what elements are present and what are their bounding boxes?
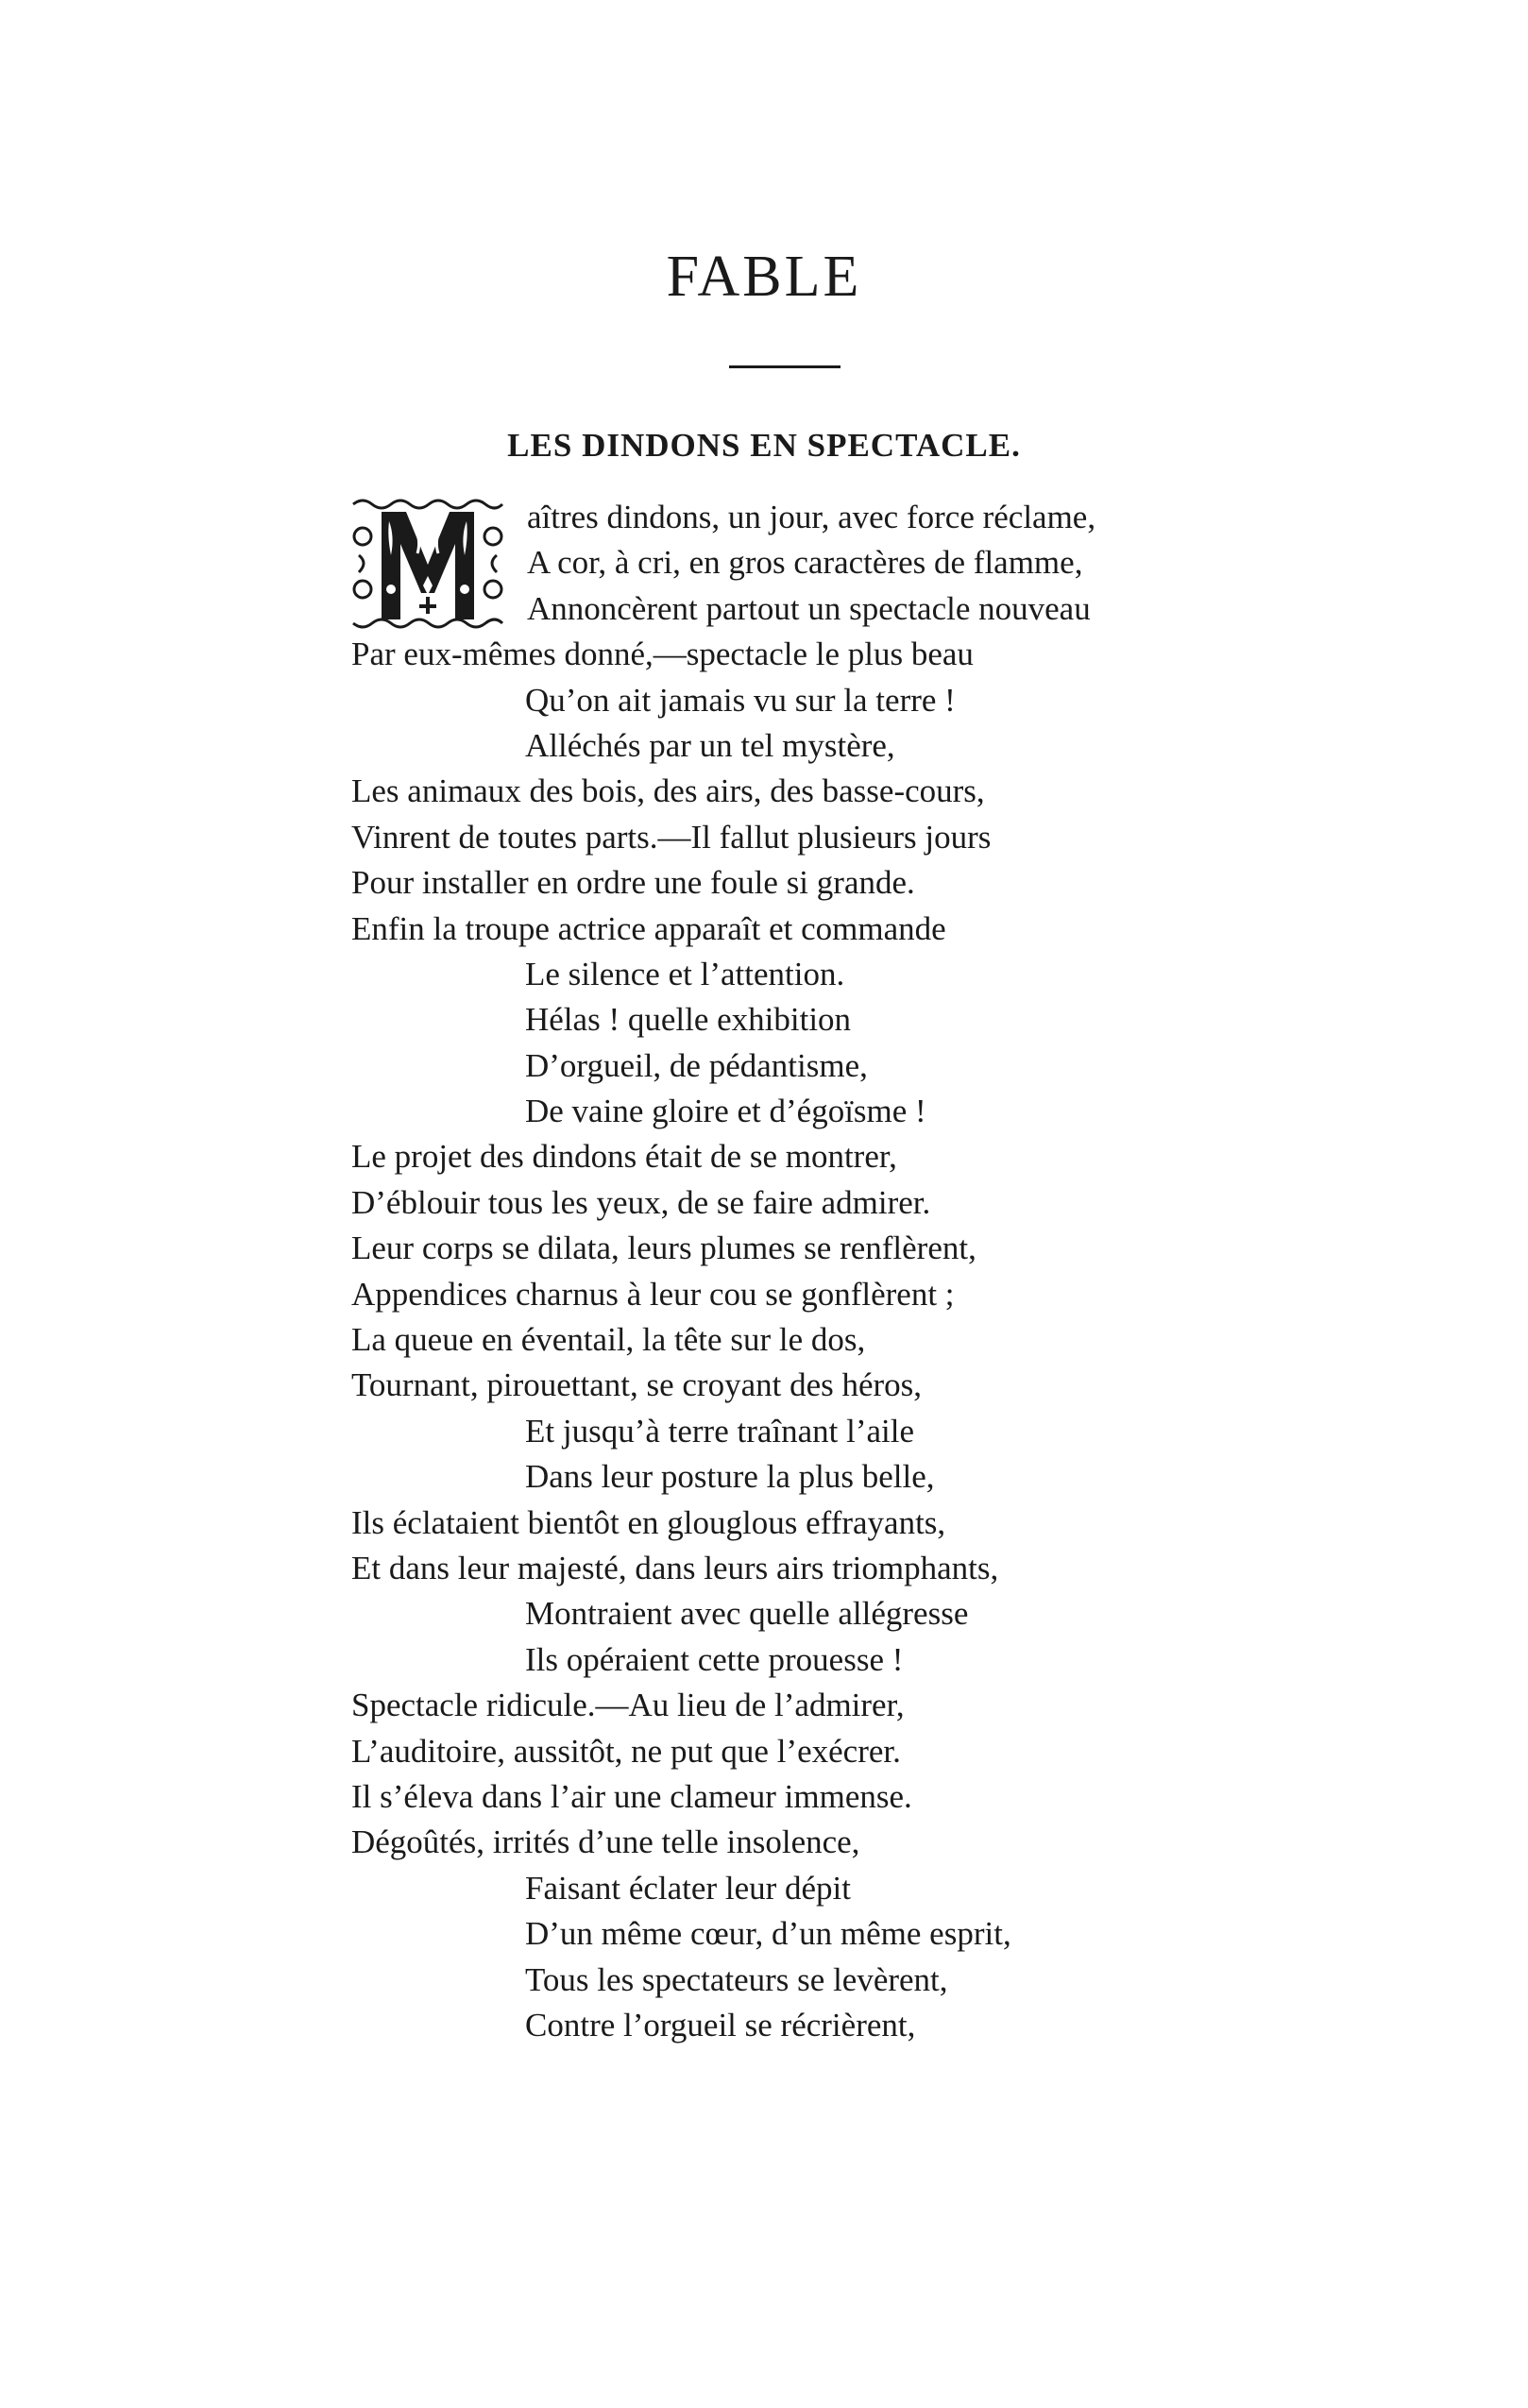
poem-line: Et jusqu’à terre traînant l’aile <box>525 1412 915 1450</box>
poem-line: Faisant éclater leur dépit <box>525 1869 851 1907</box>
poem-line: Dans leur posture la plus belle, <box>525 1458 935 1496</box>
poem-body <box>351 495 1239 2048</box>
poem-line: Ils éclataient bientôt en glouglous effrayants, <box>351 1503 946 1541</box>
poem-line: Tournant, pirouettant, se croyant des héros, <box>351 1366 923 1404</box>
poem-line: D’orgueil, de pédantisme, <box>525 1046 868 1084</box>
title-divider <box>729 365 840 368</box>
poem-line: Pour installer en ordre une foule si grande. <box>351 864 915 902</box>
poem-line: Appendices charnus à leur cou se gonflèrent ; <box>351 1275 955 1313</box>
poem-line: Enfin la troupe actrice apparaît et commande <box>351 909 946 947</box>
poem-line: Hélas ! quelle exhibition <box>525 1001 852 1039</box>
poem-line: Le silence et l’attention. <box>525 955 845 992</box>
fable-subtitle: LES DINDONS EN SPECTACLE. <box>507 427 1021 464</box>
poem-line: aîtres dindons, un jour, avec force réclame, <box>527 499 1096 535</box>
poem-line: A cor, à cri, en gros caractères de flamme, <box>527 544 1083 582</box>
poem-line: Le projet des dindons était de se montrer, <box>351 1138 897 1176</box>
poem-line: La queue en éventail, la tête sur le dos, <box>351 1321 866 1359</box>
poem-line: Dégoûtés, irrités d’une telle insolence, <box>351 1823 860 1861</box>
poem-line: Et dans leur majesté, dans leurs airs triomphants, <box>351 1549 999 1586</box>
poem-line: Leur corps se dilata, leurs plumes se renflèrent, <box>351 1229 976 1267</box>
poem-line: D’éblouir tous les yeux, de se faire admirer. <box>351 1183 931 1221</box>
poem-line: Annoncèrent partout un spectacle nouveau <box>527 589 1091 627</box>
poem-line: Spectacle ridicule.—Au lieu de l’admirer, <box>351 1687 905 1724</box>
poem-line: Il s’éleva dans l’air une clameur immense. <box>351 1777 912 1815</box>
poem-line: Vinrent de toutes parts.—Il fallut plusieurs jours <box>351 818 992 856</box>
poem-line: De vaine gloire et d’égoïsme ! <box>525 1093 926 1130</box>
poem-line: Par eux-mêmes donné,—spectacle le plus beau <box>351 636 974 673</box>
poem-line: Contre l’orgueil se récrièrent, <box>525 2006 916 2043</box>
poem-line: L’auditoire, aussitôt, ne put que l’exécrer. <box>351 1732 901 1770</box>
poem-line: Qu’on ait jamais vu sur la terre ! <box>525 681 956 719</box>
poem-line: Alléchés par un tel mystère, <box>525 726 895 764</box>
poem-line: Ils opéraient cette prouesse ! <box>525 1640 904 1678</box>
poem-line: Tous les spectateurs se levèrent, <box>525 1960 948 1998</box>
poem-line: Montraient avec quelle allégresse <box>525 1595 969 1633</box>
page-title: FABLE <box>666 245 862 309</box>
poem-line: D’un même cœur, d’un même esprit, <box>525 1915 1011 1953</box>
poem-line: Les animaux des bois, des airs, des basse-cours, <box>351 772 985 810</box>
